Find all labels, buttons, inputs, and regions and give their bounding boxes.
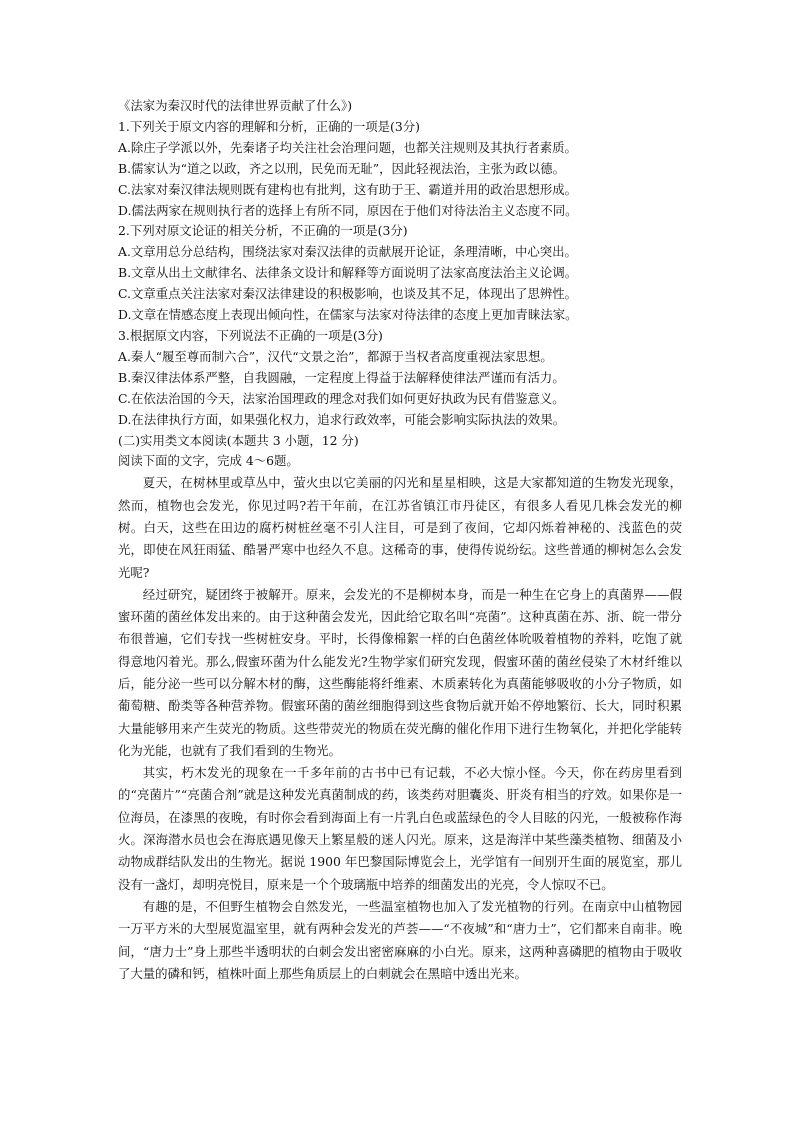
passage-paragraph-2: 经过研究，疑团终于被解开。原来，会发光的不是柳树本身，而是一种生在它身上的真菌界——假蜜环菌的菌丝体发出来的。由于这种菌会发光，因此给它取名叫“亮菌”。这种真菌在苏、浙、皖一带分布很普遍，它们专找一些树桩安身。平时，长得像棉絮一样的白色菌丝体吮吸着植物的养料，吃饱了就得意地闪着光。那么,假蜜环菌为什么能发光?生物学家们研究发现，假蜜环菌的菌丝侵染了木材纤维以后，能分泌一些可以分解木材的酶，这些酶能将纤维素、木质素转化为真菌能够吸收的小分子物质，如葡萄糖、酚类等各种营养物。假蜜环菌的菌丝细胞得到这些食物后就开始不停地繁衍、长大，同时积累大量能够用来产生荧光的物质。这些带荧光的物质在荧光酶的催化作用下进行生物氧化，并把化学能转化为光能，也就有了我们看到的生物光。	[118, 586, 682, 758]
question-1-option-d: D.儒法两家在规则执行者的选择上有所不同，原因在于他们对待法治主义态度不同。	[118, 202, 578, 218]
reading-instruction: 阅读下面的文字，完成 4～6题。	[118, 453, 299, 469]
question-2-option-c: C.文章重点关注法家对秦汉法律建设的积极影响，也谈及其不足，体现出了思辨性。	[118, 286, 578, 302]
question-2-option-d: D.文章在情感态度上表现出倾向性，在儒家与法家对待法律的态度上更加青睐法家。	[118, 307, 578, 323]
passage-paragraph-4: 有趣的是，不但野生植物会自然发光，一些温室植物也加入了发光植物的行列。在南京中山植物园一万平方米的大型展览温室里，就有两种会发光的芦荟——“不夜城”和“唐力士”，它们都来自南非。晚间，“唐力士”身上那些半透明状的白刺会发出密密麻麻的小白光。原来，这两种喜磷肥的植物由于吸收了大量的磷和钙，植株叶面上那些角质层上的白刺就会在黑暗中透出光来。	[118, 898, 682, 981]
passage-paragraph-3: 其实，朽木发光的现象在一千多年前的古书中已有记载，不必大惊小怪。今天，你在药房里看到的“亮菌片”“亮菌合剂”就是这种发光真菌制成的药，该类药对胆囊炎、肝炎有相当的疗效。如果你是一位海员，在漆黑的夜晚，有时你会看到海面上有一片乳白色或蓝绿色的令人目眩的闪光，一般被称作海火。深海潜水员也会在海底遇见像天上繁星般的迷人闪光。原来，这是海洋中某些藻类植物、细菌及小动物成群结队发出的生物光。据说 1900 年巴黎国际博览会上，光学馆有一间别开生面的展览室，那儿没有一盏灯，却明亮悦目，原来是一个个玻璃瓶中培养的细菌发出的光亮，令人惊叹不已。	[118, 765, 682, 892]
question-1-option-b: B.儒家认为“道之以政，齐之以刑，民免而无耻”，因此轻视法治，主张为政以德。	[118, 160, 565, 176]
question-2-stem: 2.下列对原文论证的相关分析，不正确的一项是(3分)	[118, 223, 408, 239]
question-3-stem: 3.根据原文内容，下列说法不正确的一项是(3分)	[118, 327, 383, 343]
document-page	[118, 96, 682, 985]
question-3-option-a: A.秦人“履至尊而制六合”，汉代“文景之治”，都源于当权者高度重视法家思想。	[118, 348, 553, 364]
question-1-option-c: C.法家对秦汉律法规则既有建构也有批判，这有助于王、霸道并用的政治思想形成。	[118, 181, 578, 197]
section-heading: (二)实用类文本阅读(本题共 3 小题，12 分)	[118, 432, 359, 448]
question-3-option-d: D.在法律执行方面，如果强化权力，追求行政效率，可能会影响实际执法的效果。	[118, 411, 566, 427]
source-title-line: 《法家为秦汉时代的法律世界贡献了什么》)	[118, 98, 353, 113]
question-2-option-a: A.文章用总分总结构，围绕法家对秦汉法律的贡献展开论证，条理清晰，中心突出。	[118, 244, 577, 260]
question-1-stem: 1.下列关于原文内容的理解和分析，正确的一项是(3分)	[118, 118, 420, 134]
passage-paragraph-1: 夏天，在树林里或草丛中，萤火虫以它美丽的闪光和星星相映，这是大家都知道的生物发光现象，然而，植物也会发光，你见过吗?若干年前，在江苏省镇江市丹徒区，有很多人看见几株会发光的柳树。白天，这些在田边的腐朽树桩丝毫不引人注目，可是到了夜间，它却闪烁着神秘的、浅蓝色的荧光，即使在风狂雨猛、酷暑严寒中也经久不息。这稀奇的事，使得传说纷纭。这些普通的柳树怎么会发光呢?	[118, 475, 682, 580]
question-2-option-b: B.文章从出土文献律名、法律条文设计和解释等方面说明了法家高度法治主义论调。	[118, 265, 578, 281]
question-1-option-a: A.除庄子学派以外，先秦诸子均关注社会治理问题，也都关注规则及其执行者素质。	[118, 139, 577, 155]
question-3-option-b: B.秦汉律法体系严整，自我圆融，一定程度上得益于法解释使律法严谨而有活力。	[118, 369, 565, 385]
question-3-option-c: C.在依法治国的今天，法家治国理政的理念对我们如何更好执政为民有借鉴意义。	[118, 390, 565, 406]
